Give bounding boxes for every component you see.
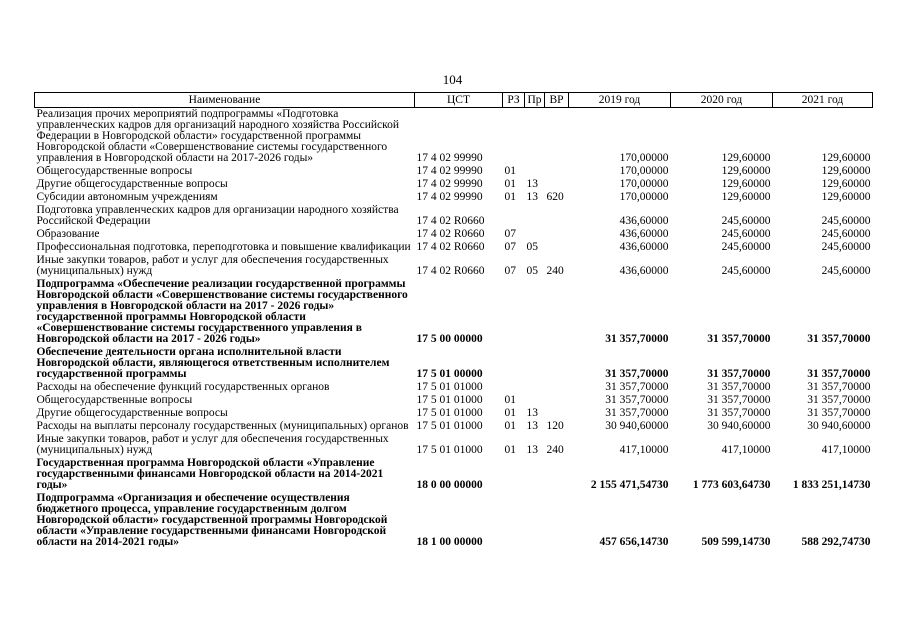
cell-rz: 01 <box>504 444 516 456</box>
cell-vr <box>545 407 569 420</box>
cell-pr: 13 <box>526 178 538 190</box>
cell-year-2020: 129,60000 <box>721 165 771 177</box>
cell-year-2019: 417,10000 <box>619 444 669 456</box>
table-row <box>35 407 873 420</box>
cell-pr: 13 <box>526 191 538 203</box>
cell-name: Подпрограмма «Обеспечение реализации государственной программы Новгородской области «Совершенствование системы государственного управления в Новгородской области на 2017 - 2026 годы» государственной программы Новгородской области «Совершенствование системы государственного управления в Новгородской области на 2017 - 2026 годы» <box>36 278 408 345</box>
cell-year-2021: 1 833 251,14730 <box>792 479 871 491</box>
cell-pr: 13 <box>526 407 538 419</box>
cell-vr <box>545 228 569 241</box>
table-row <box>35 254 873 278</box>
cell-year-2020: 30 940,60000 <box>707 420 771 432</box>
cell-rz <box>503 381 525 394</box>
cell-pr <box>525 394 545 407</box>
table-row <box>35 178 873 191</box>
cell-pr: 05 <box>526 265 538 277</box>
cell-year-2020: 31 357,70000 <box>707 333 771 345</box>
cell-name: Обеспечение деятельности органа исполнительной власти Новгородской области, являющегося ответственным исполнителем государственной программы <box>36 346 390 380</box>
cell-pr <box>525 346 545 381</box>
cell-cst: 18 0 00 00000 <box>416 479 483 491</box>
cell-year-2019: 170,00000 <box>619 191 669 203</box>
cell-vr <box>545 381 569 394</box>
cell-year-2021: 31 357,70000 <box>807 394 871 406</box>
cell-year-2021: 30 940,60000 <box>807 420 871 432</box>
cell-year-2020: 245,60000 <box>721 241 771 253</box>
cell-pr: 05 <box>526 241 538 253</box>
cell-year-2019: 31 357,70000 <box>605 381 669 393</box>
cell-year-2019: 436,60000 <box>619 241 669 253</box>
table-header-row <box>35 93 873 108</box>
cell-pr: 13 <box>526 444 538 456</box>
budget-table <box>34 92 873 549</box>
cell-vr <box>545 178 569 191</box>
cell-name: Иные закупки товаров, работ и услуг для обеспечения государственных (муниципальных) нужд <box>36 254 389 277</box>
table-row <box>35 394 873 407</box>
cell-vr <box>545 204 569 228</box>
table-row <box>35 241 873 254</box>
cell-rz <box>503 492 525 549</box>
table-row <box>35 420 873 433</box>
cell-year-2019: 170,00000 <box>619 152 669 164</box>
table-body <box>35 108 873 550</box>
cell-year-2020: 245,60000 <box>721 215 771 227</box>
cell-rz <box>503 346 525 381</box>
cell-cst: 17 4 02 99990 <box>416 165 483 177</box>
cell-name: Подпрограмма «Организация и обеспечение осуществления бюджетного процесса, управление государственным долгом Новгородской области» государственной программы Новгородской области «Управление государственными финансами Новгородской области на 2014-2021 годы» <box>36 492 388 548</box>
table-row <box>35 165 873 178</box>
header-name: Наименование <box>35 93 415 108</box>
cell-vr <box>545 346 569 381</box>
cell-cst: 17 5 01 01000 <box>416 407 483 419</box>
cell-rz: 01 <box>504 191 516 203</box>
cell-pr <box>525 108 545 166</box>
cell-year-2020: 417,10000 <box>721 444 771 456</box>
cell-year-2020: 31 357,70000 <box>707 394 771 406</box>
cell-vr <box>545 165 569 178</box>
cell-name: Другие общегосударственные вопросы <box>36 178 228 190</box>
cell-year-2021: 31 357,70000 <box>807 368 871 380</box>
cell-rz <box>503 278 525 346</box>
table-row <box>35 228 873 241</box>
cell-year-2021: 129,60000 <box>821 152 871 164</box>
cell-cst: 17 4 02 R0660 <box>416 228 485 240</box>
cell-name: Образование <box>36 228 100 240</box>
header-2020: 2020 год <box>671 93 773 108</box>
cell-year-2019: 436,60000 <box>619 265 669 277</box>
cell-cst: 17 5 01 00000 <box>416 368 483 380</box>
cell-name: Общегосударственные вопросы <box>36 165 193 177</box>
cell-cst: 18 1 00 00000 <box>416 536 483 548</box>
cell-year-2019: 170,00000 <box>619 165 669 177</box>
cell-name: Другие общегосударственные вопросы <box>36 407 228 419</box>
cell-year-2021: 129,60000 <box>821 178 871 190</box>
cell-vr: 620 <box>546 191 564 203</box>
header-pr: Пр <box>525 93 545 108</box>
cell-year-2020: 31 357,70000 <box>707 407 771 419</box>
table-row <box>35 191 873 204</box>
cell-cst: 17 5 01 01000 <box>416 444 483 456</box>
table-row <box>35 204 873 228</box>
cell-rz: 07 <box>504 228 516 240</box>
header-cst: ЦСТ <box>415 93 503 108</box>
cell-vr <box>545 457 569 492</box>
cell-year-2020: 129,60000 <box>721 191 771 203</box>
cell-cst: 17 5 01 01000 <box>416 394 483 406</box>
cell-rz: 01 <box>504 165 516 177</box>
cell-name: Профессиональная подготовка, переподготовка и повышение квалификации <box>36 241 411 253</box>
cell-vr <box>545 394 569 407</box>
cell-year-2020: 245,60000 <box>721 265 771 277</box>
cell-cst: 17 4 02 99990 <box>416 178 483 190</box>
header-2021: 2021 год <box>773 93 873 108</box>
cell-cst: 17 4 02 R0660 <box>416 265 485 277</box>
cell-year-2020: 31 357,70000 <box>707 381 771 393</box>
cell-year-2020: 245,60000 <box>721 228 771 240</box>
table-row <box>35 381 873 394</box>
cell-cst: 17 4 02 99990 <box>416 191 483 203</box>
cell-rz <box>503 457 525 492</box>
cell-year-2020: 31 357,70000 <box>707 368 771 380</box>
cell-year-2019: 31 357,70000 <box>605 407 669 419</box>
cell-rz: 07 <box>504 241 516 253</box>
cell-name: Реализация прочих мероприятий подпрограммы «Подготовка управленческих кадров для организаций народного хозяйства Российской Федерации в Новгородской области» государственной программы Новгородской области «Совершенствование системы государственного управления в Новгородской области на 2017-2026 годы» <box>36 108 400 164</box>
cell-year-2021: 129,60000 <box>821 191 871 203</box>
table-row <box>35 492 873 549</box>
cell-name: Субсидии автономным учреждениям <box>36 191 218 203</box>
cell-year-2020: 129,60000 <box>721 152 771 164</box>
cell-year-2021: 31 357,70000 <box>807 381 871 393</box>
cell-year-2021: 245,60000 <box>821 215 871 227</box>
cell-rz: 01 <box>504 394 516 406</box>
cell-year-2019: 30 940,60000 <box>605 420 669 432</box>
table-row <box>35 108 873 166</box>
cell-name: Подготовка управленческих кадров для организации народного хозяйства Российской Федерации <box>36 204 399 227</box>
header-2019: 2019 год <box>569 93 671 108</box>
cell-vr: 240 <box>546 265 564 277</box>
table-row <box>35 346 873 381</box>
cell-year-2019: 436,60000 <box>619 215 669 227</box>
cell-cst: 17 4 02 R0660 <box>416 215 485 227</box>
cell-year-2021: 129,60000 <box>821 165 871 177</box>
header-rz: РЗ <box>503 93 525 108</box>
cell-vr <box>545 492 569 549</box>
cell-year-2019: 31 357,70000 <box>605 368 669 380</box>
cell-pr <box>525 204 545 228</box>
cell-year-2019: 2 155 471,54730 <box>590 479 669 491</box>
cell-vr <box>545 278 569 346</box>
cell-year-2019: 436,60000 <box>619 228 669 240</box>
cell-year-2021: 31 357,70000 <box>807 407 871 419</box>
header-vr: ВР <box>545 93 569 108</box>
cell-pr: 13 <box>526 420 538 432</box>
cell-pr <box>525 228 545 241</box>
cell-year-2020: 129,60000 <box>721 178 771 190</box>
cell-name: Государственная программа Новгородской области «Управление государственными финансами Новгородской области на 2014-2021 годы» <box>36 457 384 491</box>
cell-rz <box>503 204 525 228</box>
cell-year-2021: 417,10000 <box>821 444 871 456</box>
cell-rz: 07 <box>504 265 516 277</box>
cell-name: Расходы на выплаты персоналу государственных (муниципальных) органов <box>36 420 409 432</box>
cell-vr: 240 <box>546 444 564 456</box>
cell-cst: 17 5 01 01000 <box>416 420 483 432</box>
cell-cst: 17 4 02 99990 <box>416 152 483 164</box>
cell-year-2020: 1 773 603,64730 <box>692 479 771 491</box>
cell-year-2019: 170,00000 <box>619 178 669 190</box>
cell-year-2021: 588 292,74730 <box>801 536 871 548</box>
cell-year-2021: 245,60000 <box>821 228 871 240</box>
cell-pr <box>525 165 545 178</box>
cell-name: Расходы на обеспечение функций государственных органов <box>36 381 330 393</box>
cell-pr <box>525 381 545 394</box>
cell-vr <box>545 241 569 254</box>
cell-rz: 01 <box>504 407 516 419</box>
cell-pr <box>525 278 545 346</box>
cell-pr <box>525 457 545 492</box>
cell-vr: 120 <box>546 420 564 432</box>
cell-cst: 17 5 00 00000 <box>416 333 483 345</box>
cell-year-2020: 509 599,14730 <box>701 536 771 548</box>
cell-year-2021: 245,60000 <box>821 265 871 277</box>
cell-name: Общегосударственные вопросы <box>36 394 193 406</box>
cell-year-2021: 31 357,70000 <box>807 333 871 345</box>
table-row <box>35 433 873 457</box>
cell-rz: 01 <box>504 178 516 190</box>
cell-rz <box>503 108 525 166</box>
cell-cst: 17 5 01 01000 <box>416 381 483 393</box>
cell-name: Иные закупки товаров, работ и услуг для обеспечения государственных (муниципальных) нужд <box>36 433 389 456</box>
table-row <box>35 278 873 346</box>
cell-cst: 17 4 02 R0660 <box>416 241 485 253</box>
cell-year-2019: 31 357,70000 <box>605 394 669 406</box>
cell-rz: 01 <box>504 420 516 432</box>
cell-year-2019: 31 357,70000 <box>605 333 669 345</box>
cell-vr <box>545 108 569 166</box>
table-row <box>35 457 873 492</box>
page-number: 104 <box>442 72 463 87</box>
cell-year-2021: 245,60000 <box>821 241 871 253</box>
cell-pr <box>525 492 545 549</box>
cell-year-2019: 457 656,14730 <box>599 536 669 548</box>
